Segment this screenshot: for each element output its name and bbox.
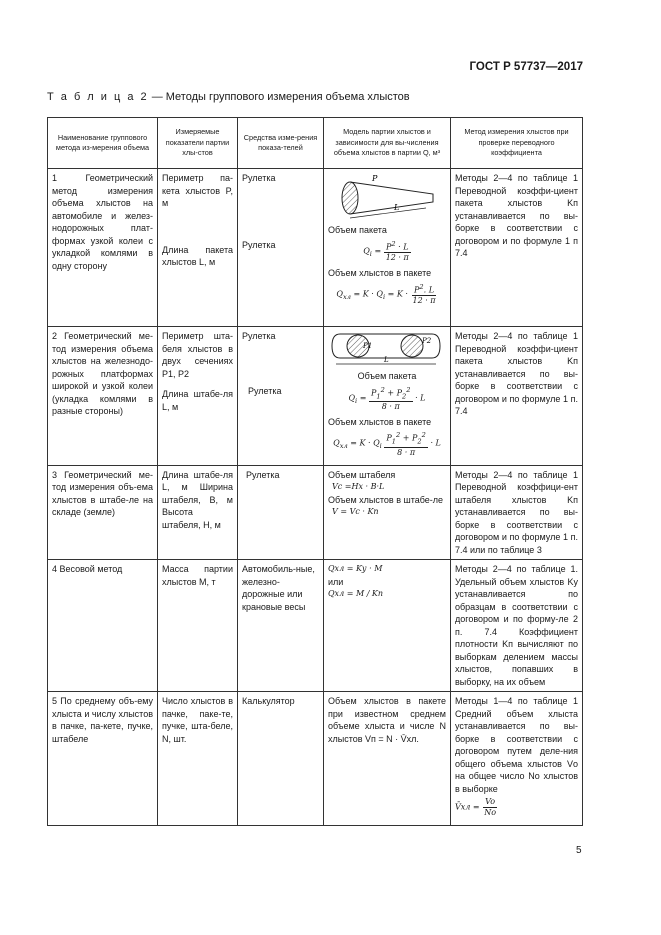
log-bundle-figure <box>328 172 443 224</box>
tools-cell <box>238 169 324 327</box>
model-text: Объем пакета <box>328 225 387 235</box>
figure-label-l: L <box>384 356 389 364</box>
model-cell <box>324 169 451 327</box>
table-row <box>48 327 583 466</box>
tool-text: Рулетка <box>242 331 276 341</box>
table-row <box>48 465 583 560</box>
figure-label-l: L <box>394 203 400 212</box>
table-row <box>48 692 583 826</box>
model-text: Объем штабеля <box>328 469 396 480</box>
model-text: Объем хлыстов в пакете <box>328 416 432 427</box>
column-header: Средства изме-рения показа-телей <box>238 118 324 169</box>
tools-cell: Рулетка <box>238 465 324 560</box>
logs-volume-formula: $Q_{хл} = K \cdot Q_i$ $\frac{P_1^2 + P_2^2}{8 \cdot \pi}$ · L <box>333 431 441 457</box>
table-row <box>48 560 583 692</box>
mean-volume-formula <box>455 797 578 818</box>
params-cell: Число хлыстов в пачке, паке-те, пучке, шта-беле, N, шт. <box>158 692 238 826</box>
table-row <box>48 169 583 327</box>
params-cell: Масса партии хлыстов M, т <box>158 560 238 692</box>
method-cell: 4 Весовой метод <box>48 560 158 692</box>
column-header: Метод измерения хлыстов при проверке переводного коэффициента <box>451 118 583 169</box>
tools-cell: Калькулятор <box>238 692 324 826</box>
stack-volume-formula: Vс =Hх · B·L <box>332 482 385 491</box>
methods-table <box>47 117 583 826</box>
figure-label-p1: P1 <box>363 342 373 350</box>
formula-numerator: Vo <box>485 797 496 806</box>
model-cell <box>324 465 451 560</box>
logs-volume-formula: V = Vс · Kп <box>332 507 379 516</box>
param-text: Периметр шта-беля хлыстов в двух сечениях P1, P2 <box>162 331 233 379</box>
table-caption-prefix: Т а б л и ц а 2 <box>47 91 149 103</box>
param-text: Периметр па-кета хлыстов P, м <box>162 173 233 208</box>
method-cell: 5 По среднему объ-ему хлыста и числу хлыстов в пачке, па-кете, пучке, штабеле <box>48 692 158 826</box>
tools-cell: Автомобиль-ные, железно-дорожные или крановые весы <box>238 560 324 692</box>
model-text: Объем хлыстов в пакете <box>328 268 432 279</box>
table-caption <box>47 91 410 103</box>
formula-lhs: V̄хл = <box>455 802 480 812</box>
check-cell: Методы 2—4 по таблице 1 Переводной коэффици-ент штабеля хлыстов Kп устанавливается по вы-борке в соответствии с договором и по формуле 1 п. 7.4 или по таблице 3 <box>451 465 583 560</box>
method-cell: 2 Геометрический ме-тод измерения объема хлыстов на железнодо-рожных платформах широкой и узкой колеи (укладка комлями в разные стороны) <box>48 327 158 466</box>
model-cell <box>324 327 451 466</box>
model-cell: Объем хлыстов в пакете при известном среднем объеме хлыста и числе N хлыстов Vп = N · V̄хл. <box>324 692 451 826</box>
bundle-volume-formula: $Q_i$ = $\frac{P_1^2 + P_2^2}{8 \cdot \pi}$ · L <box>348 385 426 411</box>
page-number: 5 <box>576 845 582 856</box>
model-cell <box>324 560 451 692</box>
tool-text: Рулетка <box>248 385 282 396</box>
column-header: Наименование группового метода из-мерения объема <box>48 118 158 169</box>
params-cell: Длина штабе-ля L, м Ширина штабеля, В, м Высота штабеля, Н, м <box>158 465 238 560</box>
standard-code: ГОСТ Р 57737—2017 <box>469 61 583 73</box>
density-formula: Qхл = M / Kп <box>328 589 384 598</box>
params-cell <box>158 327 238 466</box>
column-header: Измеряемые показатели партии хлы-стов <box>158 118 238 169</box>
model-or: или <box>328 576 344 587</box>
column-header: Модель партии хлыстов и зависимости для вы-числения объема хлыстов в партии Q, м³ <box>324 118 451 169</box>
figure-label-p: P <box>372 174 378 183</box>
check-text: Методы 1—4 по таблице 1 Средний объем хлыста устанавливается по вы-борке в соответствии с договором путем деле-ния общего объема хлыстов Vо на общее число Nо хлыстов в выборке <box>455 696 578 794</box>
check-cell: Методы 2—4 по таблице 1 Переводной коэффи-циент пакета хлыстов Kп устанавливается по вы-борке в соответствии с договором и по формуле 1 п. 7.4 <box>451 327 583 466</box>
param-text: Длина пакета хлыстов L, м <box>162 244 233 267</box>
tool-text: Рулетка <box>242 173 276 183</box>
model-text: Объем пакета <box>357 371 417 381</box>
check-cell: Методы 2—4 по таблице 1. Удельный объем хлыстов Kу устанавливается по образцам в соответствии с договором и по форму-ле 2 п. 7.4 Коэффициент плотности Kп вычисляют по выборкам делением массы хлыстов, попавших в выборку, на их объем <box>451 560 583 692</box>
model-text: Объем хлыстов в штабе-ле <box>328 494 444 505</box>
check-cell: Методы 2—4 по таблице 1 Переводной коэффи-циент пакета хлыстов Kп устанавливается по вы-борке в соответствии с договором и по формуле 1 п 7.4 <box>451 169 583 327</box>
formula-denominator: No <box>484 808 497 817</box>
method-cell: 1 Геометрический метод измерения объема хлыстов на автомобиле и желез-нодорожных плат-формах узкой колеи с укладкой комлями в одну сторону <box>48 169 158 327</box>
log-stack-figure <box>328 330 443 370</box>
params-cell <box>158 169 238 327</box>
method-cell: 3 Геометрический ме-тод измерения объ-ема хлыстов в штабе-ле на складе (земле) <box>48 465 158 560</box>
bundle-volume-formula: $Q_i$ = $\frac{P^2 \cdot L}{12 \cdot \pi}$ <box>363 239 409 263</box>
logs-volume-formula: $Q_{хл} = K \cdot Q_i = K$ · $\frac{P^2. L}{12 \cdot \pi}$ <box>336 282 436 306</box>
table-header-row <box>48 118 583 169</box>
param-text: Длина штабе-ля L, м <box>162 389 233 412</box>
table-caption-text: — Методы группового измерения объема хлыстов <box>148 91 410 103</box>
check-cell <box>451 692 583 826</box>
tools-cell <box>238 327 324 466</box>
figure-label-p2: P2 <box>422 337 432 345</box>
tool-text: Рулетка <box>242 239 276 250</box>
weight-formula: Qхл = Kу · M <box>328 564 383 573</box>
